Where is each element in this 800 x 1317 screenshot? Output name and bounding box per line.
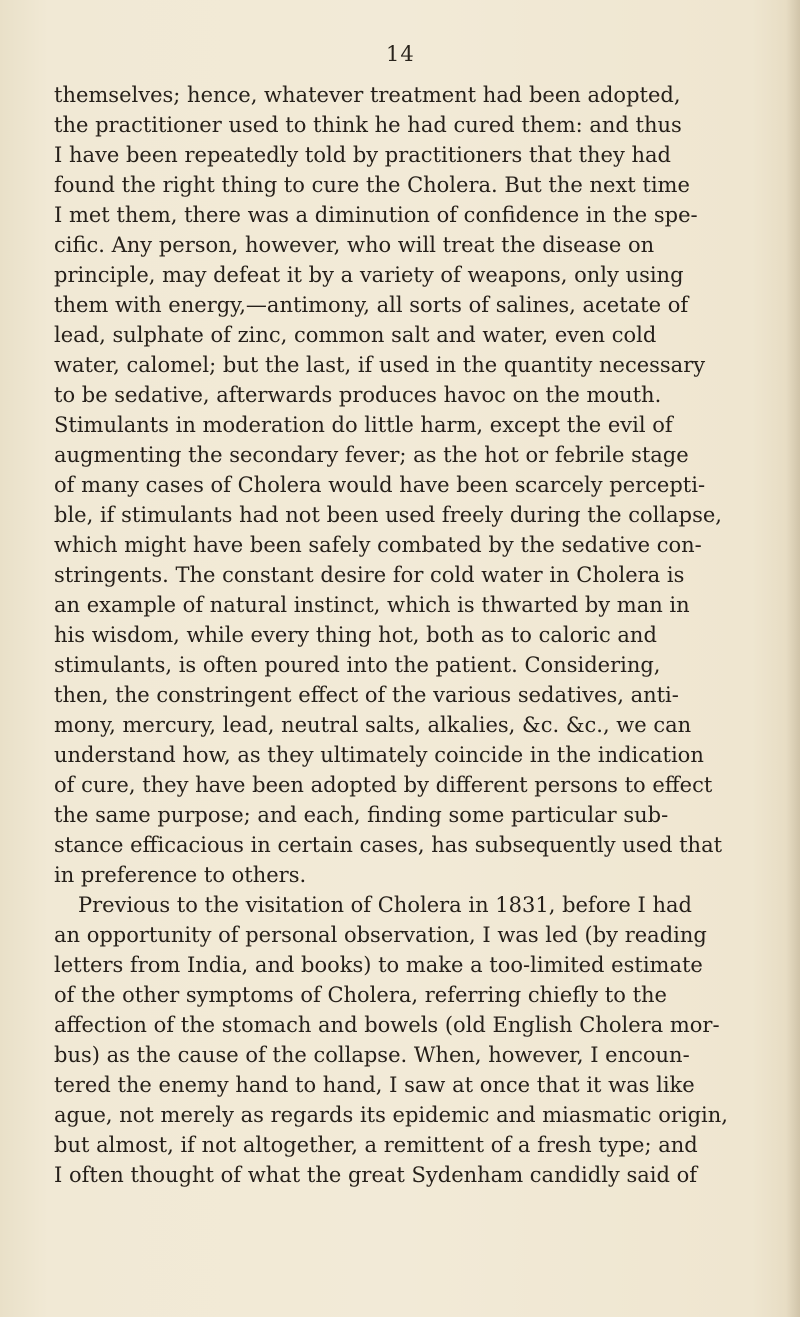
text-line: his wisdom, while every thing hot, both as to caloric and: [54, 623, 657, 647]
text-line: principle, may defeat it by a variety of weapons, only using: [54, 263, 684, 287]
text-line: themselves; hence, whatever treatment had been adopted,: [54, 83, 681, 107]
text-line: Stimulants in moderation do little harm, except the evil of: [54, 413, 673, 437]
text-line: understand how, as they ultimately coincide in the indication: [54, 743, 704, 767]
text-line: lead, sulphate of zinc, common salt and water, even cold: [54, 323, 657, 347]
text-line: then, the constringent effect of the various sedatives, anti-: [54, 683, 679, 707]
text-line: stimulants, is often poured into the patient. Considering,: [54, 653, 661, 677]
text-line: affection of the stomach and bowels (old English Cholera mor-: [54, 1013, 720, 1037]
text-line: ble, if stimulants had not been used freely during the collapse,: [54, 503, 722, 527]
text-line: letters from India, and books) to make a too-limited estimate: [54, 953, 703, 977]
text-line: them with energy,—antimony, all sorts of salines, acetate of: [54, 293, 689, 317]
text-line: stance efficacious in certain cases, has subsequently used that: [54, 833, 723, 857]
text-line: tered the enemy hand to hand, I saw at once that it was like: [54, 1073, 695, 1097]
text-line: Previous to the visitation of Cholera in 1831, before I had: [78, 893, 692, 917]
text-line: the practitioner used to think he had cured them: and thus: [54, 113, 682, 137]
text-line: bus) as the cause of the collapse. When, however, I encoun-: [54, 1043, 690, 1067]
text-line: of many cases of Cholera would have been scarcely percepti-: [54, 473, 706, 497]
text-line: to be sedative, afterwards produces havoc on the mouth.: [54, 383, 662, 407]
text-line: stringents. The constant desire for cold water in Cholera is: [54, 563, 685, 587]
text-line: of cure, they have been adopted by different persons to effect: [54, 773, 713, 797]
text-line: ague, not merely as regards its epidemic and miasmatic origin,: [54, 1103, 728, 1127]
text-line: which might have been safely combated by the sedative con-: [54, 533, 702, 557]
text-line: in preference to others.: [54, 863, 307, 887]
text-line: augmenting the secondary fever; as the hot or febrile stage: [54, 443, 689, 467]
text-line: an example of natural instinct, which is thwarted by man in: [54, 593, 690, 617]
text-line: I met them, there was a diminution of confidence in the spe-: [54, 203, 698, 227]
text-line: an opportunity of personal observation, I was led (by reading: [54, 923, 707, 947]
text-line: but almost, if not altogether, a remittent of a fresh type; and: [54, 1133, 698, 1157]
text-line: found the right thing to cure the Cholera. But the next time: [54, 173, 690, 197]
text-line: I often thought of what the great Sydenham candidly said of: [54, 1163, 697, 1187]
text-line: I have been repeatedly told by practitioners that they had: [54, 143, 671, 167]
body-text: [54, 80, 790, 1190]
text-line: of the other symptoms of Cholera, referring chiefly to the: [54, 983, 667, 1007]
text-line: the same purpose; and each, finding some particular sub-: [54, 803, 669, 827]
text-line: cific. Any person, however, who will treat the disease on: [54, 233, 655, 257]
page-number: 14: [386, 42, 415, 66]
text-line: mony, mercury, lead, neutral salts, alkalies, &c. &c., we can: [54, 713, 692, 737]
text-line: water, calomel; but the last, if used in the quantity necessary: [54, 353, 706, 377]
